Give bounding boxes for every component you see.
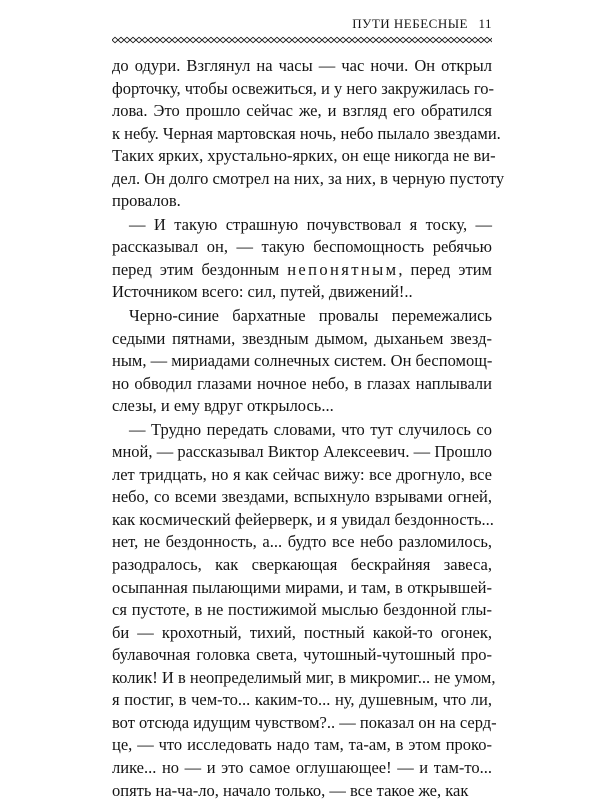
body-text (112, 55, 492, 802)
text-fragment: перед этим бездонным (112, 260, 287, 279)
paragraph (112, 419, 492, 802)
text-line: форточку, чтобы освежиться, и у него закружилась го- (112, 78, 492, 101)
ornamental-rule (112, 36, 492, 44)
text-line: но обводил глазами ночное небо, в глазах наплывали (112, 373, 492, 396)
text-fragment: , перед этим (398, 260, 492, 279)
text-line: вот отсюда идущим чувством?.. — показал он на серд- (112, 712, 492, 735)
text-line: опять на-ча-ло, начало только, — все такое же, как (112, 780, 492, 802)
text-line: дел. Он долго смотрел на них, за них, в черную пустоту (112, 168, 492, 191)
text-line: как космический фейерверк, и я увидал бездонность... (112, 509, 492, 532)
text-line: лет тридцать, но я как сейчас вижу: все дрогнуло, все (112, 464, 492, 487)
text-line: разодралось, как сверкающая бескрайняя завеса, (112, 554, 492, 577)
text-line (112, 259, 492, 282)
text-line: — И такую страшную почувствовал я тоску, — (112, 214, 492, 237)
text-line: к небу. Черная мартовская ночь, небо пылало звездами. (112, 123, 492, 146)
text-line: колик! И в неопределимый миг, в микромиг... не умом, (112, 667, 492, 690)
text-line: седыми пятнами, звездным дымом, дыханьем звезд- (112, 328, 492, 351)
text-line: осыпанная пылающими мирами, и там, в открывшей- (112, 577, 492, 600)
text-line: лова. Это прошло сейчас же, и взгляд его обратился (112, 100, 492, 123)
text-line: це, — что исследовать надо там, та-ам, в этом проко- (112, 734, 492, 757)
text-line: слезы, и ему вдруг открылось... (112, 395, 492, 418)
text-line: ся пустоте, в не постижимой мыслью бездонной глы- (112, 599, 492, 622)
spaced-emphasis: непонятным (287, 260, 398, 279)
text-line: небо, со всеми звездами, вспыхнуло взрывами огней, (112, 486, 492, 509)
paragraph (112, 305, 492, 418)
paragraph (112, 55, 492, 213)
text-line: ным, — мириадами солнечных систем. Он беспомощ- (112, 350, 492, 373)
text-line: я постиг, в чем-то... каким-то... ну, душевным, что ли, (112, 689, 492, 712)
text-line: рассказывал он, — такую беспомощность ребячью (112, 236, 492, 259)
text-line: мной, — рассказывал Виктор Алексеевич. — Прошло (112, 441, 492, 464)
paragraph (112, 214, 492, 304)
text-line: лике... но — и это самое оглушающее! — и там-то... (112, 757, 492, 780)
text-line: булавочная головка света, чутошный-чутошный про- (112, 644, 492, 667)
page-number: 11 (478, 16, 492, 32)
text-line: нет, не бездонность, а... будто все небо разломилось, (112, 531, 492, 554)
text-line: Черно-синие бархатные провалы перемежались (112, 305, 492, 328)
text-line: Источником всего: сил, путей, движений!.. (112, 281, 492, 304)
text-line: провалов. (112, 190, 492, 213)
text-line: Таких ярких, хрустально-ярких, он еще никогда не ви- (112, 145, 492, 168)
text-line: — Трудно передать словами, что тут случилось со (112, 419, 492, 442)
ornament-chain-icon (112, 36, 492, 44)
text-line: до одури. Взглянул на часы — час ночи. Он открыл (112, 55, 492, 78)
running-head-title: ПУТИ НЕБЕСНЫЕ (352, 16, 468, 32)
text-line: би — крохотный, тихий, постный какой-то огонек, (112, 622, 492, 645)
